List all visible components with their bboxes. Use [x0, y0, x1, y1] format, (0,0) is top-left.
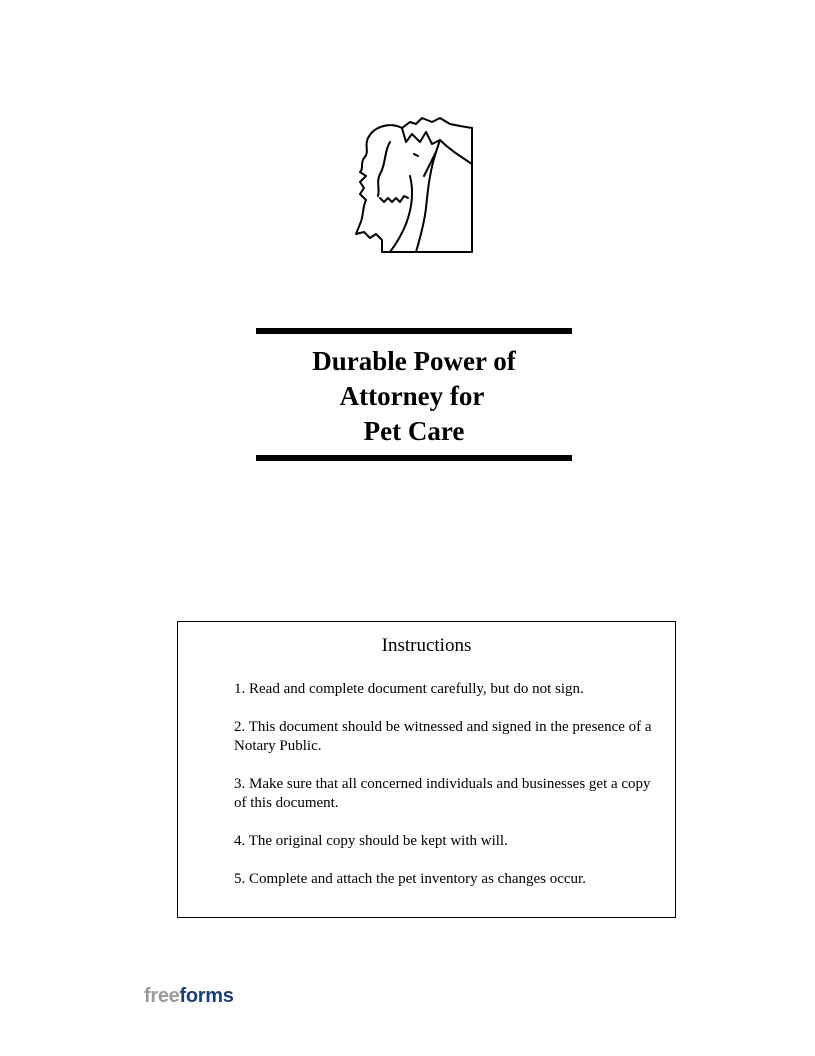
instruction-item: 5. Complete and attach the pet inventory as changes occur. [234, 871, 586, 887]
person-and-dog-silhouette-icon [350, 112, 478, 258]
freeforms-logo-forms: forms [179, 985, 234, 1007]
instruction-item: 4. The original copy should be kept with will. [234, 833, 508, 849]
instructions-list [234, 680, 664, 908]
instructions-box [177, 621, 676, 918]
title-bottom-rule [256, 455, 572, 461]
document-title-line-1: Durable Power of [312, 346, 516, 376]
freeforms-logo-free: free [144, 985, 180, 1007]
instructions-heading: Instructions [381, 635, 472, 656]
title-top-rule [256, 328, 572, 334]
freeforms-logo [144, 984, 234, 1008]
document-title-line-2: Attorney for [339, 381, 485, 411]
instruction-item: 2. This document should be witnessed and signed in the presence of a Notary Public. [234, 719, 652, 754]
instruction-item: 1. Read and complete document carefully, but do not sign. [234, 681, 584, 697]
instruction-item: 3. Make sure that all concerned individuals and businesses get a copy of this document. [234, 776, 651, 811]
document-title-line-3: Pet Care [363, 416, 465, 446]
